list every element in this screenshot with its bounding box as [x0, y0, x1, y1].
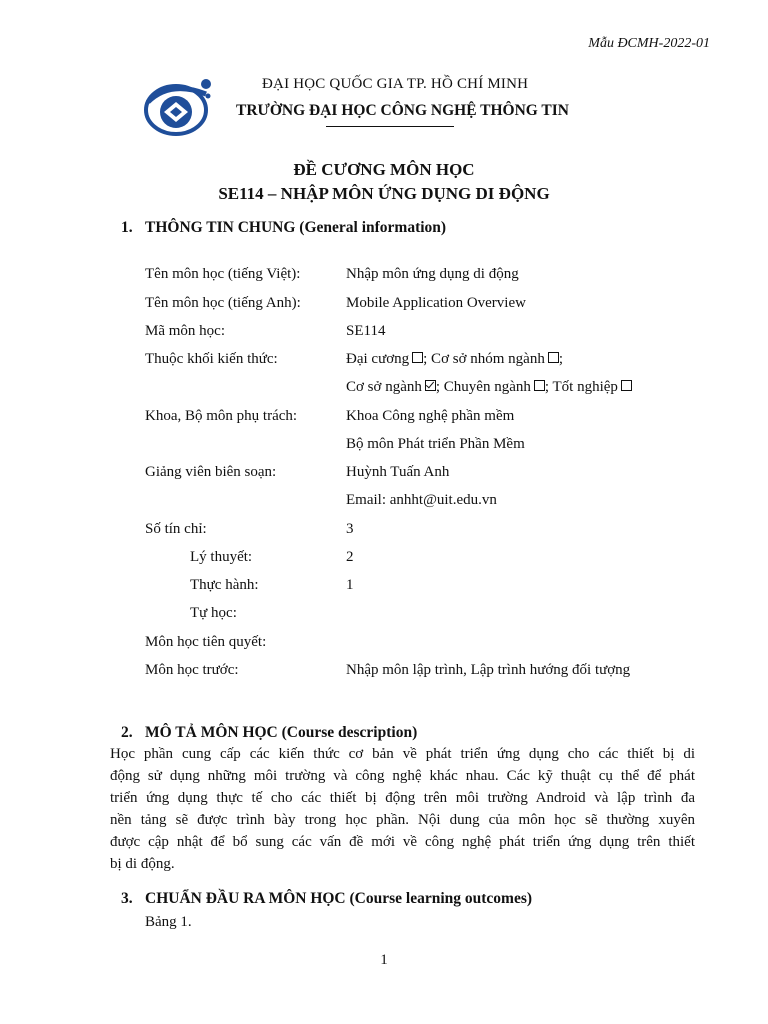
description-line: được cập nhật để bổ sung các vấn đề mới về công nghệ phát triển ứng dụng trên thiết: [110, 834, 695, 850]
previous-course-label: Môn học trước:: [145, 662, 239, 678]
knowledge-block-label: Thuộc khối kiến thức:: [145, 351, 278, 367]
description-line: nền tảng sẽ được trình bày trong học phần. Nội dung của môn học sẽ thường xuyên: [110, 812, 695, 828]
lecturer-label: Giảng viên biên soạn:: [145, 464, 277, 480]
department-value: Bộ môn Phát triển Phần Mềm: [346, 436, 525, 452]
previous-course-value: Nhập môn lập trình, Lập trình hướng đối tượng: [346, 662, 631, 678]
lecturer-email: Email: anhht@uit.edu.vn: [346, 492, 497, 508]
option-tot-nghiep-label: ; Tốt nghiệp: [544, 379, 618, 395]
section-3-number: 3.: [121, 890, 133, 907]
checkbox-dai-cuong[interactable]: [412, 352, 423, 363]
option-co-so-nhom-nganh-label: ; Cơ sở nhóm ngành: [423, 351, 545, 367]
knowledge-block-line-2: [346, 379, 632, 396]
section-2-title: MÔ TẢ MÔN HỌC (Course description): [145, 724, 418, 741]
option-chuyen-nganh-label: ; Chuyên ngành: [435, 379, 531, 395]
name-en-value: Mobile Application Overview: [346, 295, 526, 311]
description-line: bị di động.: [110, 856, 175, 872]
checkbox-tot-nghiep[interactable]: [621, 380, 632, 391]
uit-logo-icon: [140, 72, 216, 138]
university-name: ĐẠI HỌC QUỐC GIA TP. HỒ CHÍ MINH: [262, 76, 529, 92]
table-reference: Bảng 1.: [145, 914, 192, 930]
credits-value: 3: [346, 521, 354, 537]
prerequisite-label: Môn học tiên quyết:: [145, 634, 267, 650]
faculty-value: Khoa Công nghệ phần mềm: [346, 408, 515, 424]
practice-label: Thực hành:: [190, 577, 259, 593]
theory-value: 2: [346, 549, 354, 565]
department-label: Khoa, Bộ môn phụ trách:: [145, 408, 298, 424]
name-en-label: Tên môn học (tiếng Anh):: [145, 295, 301, 311]
section-3-heading: [121, 890, 532, 908]
section-1-number: 1.: [121, 219, 133, 236]
name-vi-label: Tên môn học (tiếng Việt):: [145, 266, 301, 282]
checkbox-chuyen-nganh[interactable]: [534, 380, 545, 391]
course-code-label: Mã môn học:: [145, 323, 225, 339]
description-line: động sử dụng những môi trường và công nghệ khác nhau. Các kỹ thuật cụ thể để phát: [110, 768, 695, 784]
course-title: SE114 – NHẬP MÔN ỨNG DỤNG DI ĐỘNG: [218, 184, 550, 203]
name-vi-value: Nhập môn ứng dụng di động: [346, 266, 519, 282]
school-underline: [326, 126, 454, 127]
credits-label: Số tín chỉ:: [145, 521, 207, 537]
option-dai-cuong-label: Đại cương: [346, 351, 410, 367]
lecturer-value: Huỳnh Tuấn Anh: [346, 464, 450, 480]
section-2-heading: [121, 724, 417, 742]
description-line: triển ứng dụng thực tế cho các thiết bị động trên môi trường Android và lập trình đa: [110, 790, 695, 806]
form-code: Mẫu ĐCMH-2022-01: [588, 36, 710, 51]
option-co-so-nganh-label: Cơ sở ngành: [346, 379, 422, 395]
document-title: ĐỀ CƯƠNG MÔN HỌC: [293, 160, 475, 179]
school-name: TRƯỜNG ĐẠI HỌC CÔNG NGHỆ THÔNG TIN: [236, 102, 570, 119]
course-code-value: SE114: [346, 323, 386, 339]
section-2-number: 2.: [121, 724, 133, 741]
self-study-label: Tự học:: [190, 605, 237, 621]
section-3-title: CHUẨN ĐẦU RA MÔN HỌC (Course learning outcomes): [145, 890, 533, 907]
course-description: [110, 743, 695, 875]
section-1-heading: [121, 219, 446, 237]
theory-label: Lý thuyết:: [190, 549, 253, 565]
checkbox-co-so-nganh[interactable]: [425, 380, 436, 391]
knowledge-block-line-1: [346, 351, 563, 368]
practice-value: 1: [346, 577, 354, 593]
separator: ;: [558, 351, 564, 367]
section-1-title: THÔNG TIN CHUNG (General information): [145, 219, 447, 236]
page-number: 1: [380, 952, 388, 968]
checkbox-co-so-nhom-nganh[interactable]: [548, 352, 559, 363]
description-line: Học phần cung cấp các kiến thức cơ bản về phát triển ứng dụng cho các thiết bị di: [110, 746, 695, 762]
